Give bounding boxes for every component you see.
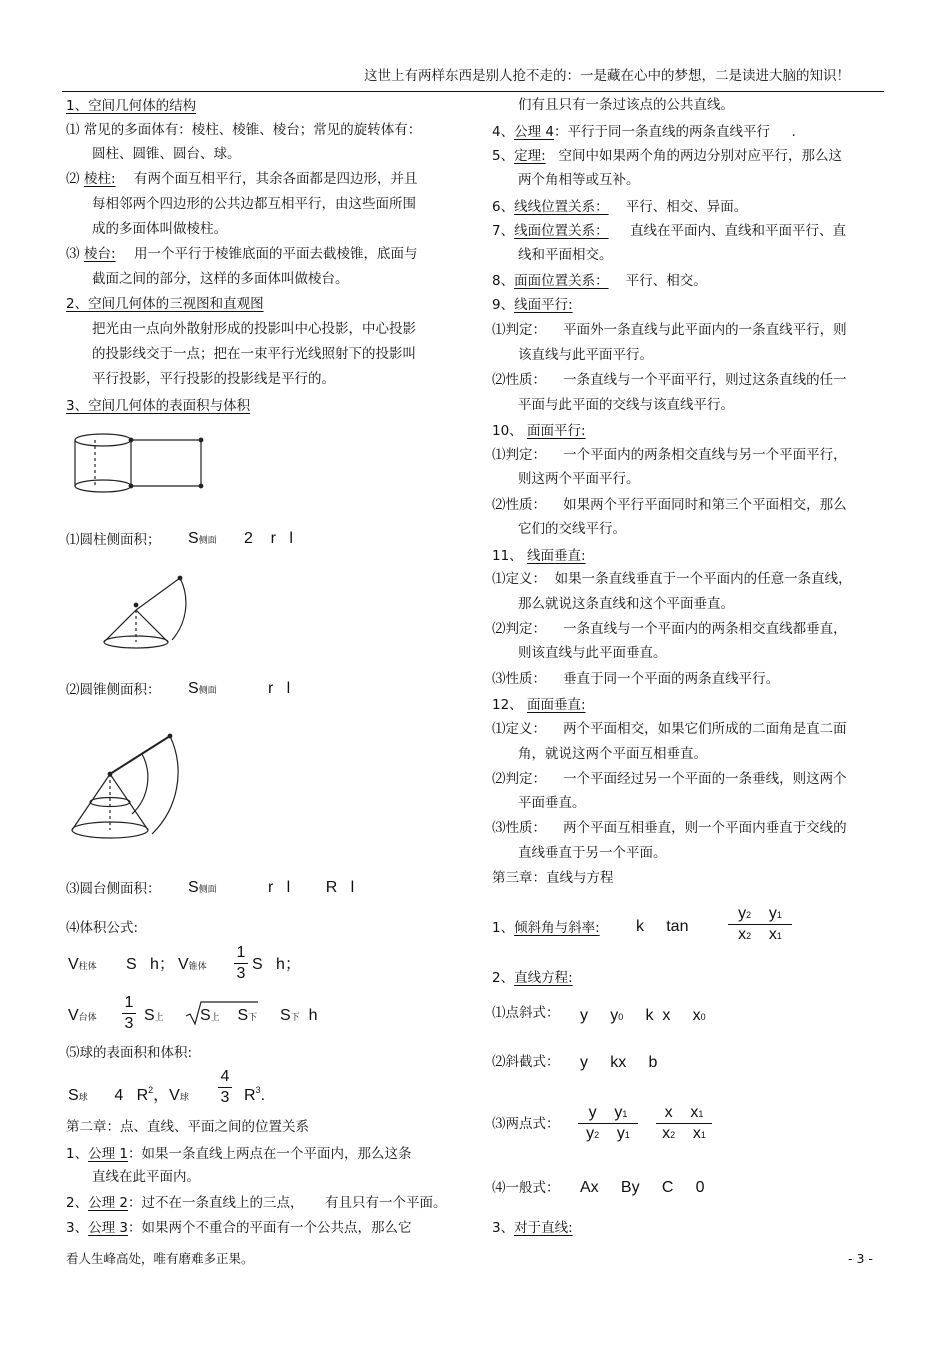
list-item: 7、线面位置关系： 直线在平面内、直线和平面平行、直 xyxy=(492,223,847,239)
paragraph-line: ⑴定义： 如果一条直线垂直于一个平面内的任意一条直线， xyxy=(492,571,852,587)
paragraph-line: ⑶性质： 垂直于同一个平面的两条直线平行。 xyxy=(492,671,780,687)
paragraph-line: 圆柱、圆锥、圆台、球。 xyxy=(92,146,241,162)
formula-label: ⑶圆台侧面积： xyxy=(66,881,161,897)
paragraph-line: 该直线与此平面平行。 xyxy=(518,347,653,363)
paragraph-line: ⑵判定： 一条直线与一个平面内的两条相交直线都垂直， xyxy=(492,621,847,637)
volume-prism-rhs: S h； xyxy=(126,956,175,973)
paragraph-line: 平行投影，平行投影的投影线是平行的。 xyxy=(92,371,335,387)
paragraph-line: ⑴定义： 两个平面相交，如果它们所成的二面角是直二面 xyxy=(492,721,847,737)
frustum-net-figure xyxy=(70,730,190,848)
list-item: 2、直线方程: xyxy=(492,970,573,986)
slope-formula: k tan xyxy=(636,918,689,935)
volume-frustum: V台体 xyxy=(68,1007,97,1024)
formula-label: ⑶两点式： xyxy=(492,1116,560,1132)
formula-label: ⑴圆柱侧面积； xyxy=(66,532,161,548)
paragraph-line: 有两个面互相平行，其余各面都是四边形，并且 xyxy=(134,171,418,187)
paragraph-line: 把光由一点向外散射形成的投影叫中心投影，中心投影 xyxy=(92,321,416,337)
point-slope-formula: y y0 k x x0 xyxy=(580,1007,706,1024)
formula-label: ⑵圆锥侧面积： xyxy=(66,682,161,698)
paragraph-line: 截面之间的部分，这样的多面体叫做棱台。 xyxy=(92,271,349,287)
formula-symbol: S侧面 xyxy=(188,879,217,896)
section-title: 3、空间几何体的表面积与体积 xyxy=(66,398,251,414)
chapter-title: 第三章：直线与方程 xyxy=(492,870,614,886)
two-point-fraction-x: x x1 x2 x1 xyxy=(656,1104,712,1143)
paragraph-line: 则该直线与此平面垂直。 xyxy=(518,645,667,661)
list-item: 11、 线面垂直: xyxy=(492,548,586,564)
volume-pyramid: V锥体 xyxy=(178,956,207,973)
fraction-four-thirds: 4 3 xyxy=(218,1068,232,1107)
section-title: 2、空间几何体的三视图和直观图 xyxy=(66,296,264,312)
paragraph-line: 每相邻两个四边形的公共边都互相平行，由这些面所围 xyxy=(92,196,416,212)
area-top: S上 xyxy=(144,1007,164,1024)
list-item: 12、 面面垂直: xyxy=(492,697,586,713)
sphere-volume-rhs: $R^3$. xyxy=(244,1085,266,1104)
paragraph-line: 平面垂直。 xyxy=(518,795,586,811)
term: 棱柱: xyxy=(84,171,116,187)
list-item: 4、公理 4：平行于同一条直线的两条直线平行 . xyxy=(492,124,796,140)
page-number: - 3 - xyxy=(848,1251,873,1266)
paragraph-line: 直线垂直于另一个平面。 xyxy=(518,845,667,861)
area-bottom: S下 h xyxy=(280,1007,318,1024)
paragraph-line: ⑵性质： 一条直线与一个平面平行，则过这条直线的任一 xyxy=(492,372,847,388)
formula-symbol: S侧面 xyxy=(188,680,217,697)
volume-pyramid-rhs: S h； xyxy=(252,956,301,973)
list-item: 9、线面平行: xyxy=(492,297,573,313)
formula-rhs: r l R l xyxy=(268,879,355,896)
formula-rhs: r l xyxy=(268,680,291,697)
paragraph-line: ⑴判定： 平面外一条直线与此平面内的一条直线平行，则 xyxy=(492,322,847,338)
header-rule xyxy=(62,91,884,92)
paragraph-line: 角，就说这两个平面互相垂直。 xyxy=(518,746,707,762)
paragraph-line: 成的多面体叫做棱柱。 xyxy=(92,221,227,237)
sphere-formula: S球 4 $R^2$，V球 xyxy=(68,1085,189,1104)
formula-label: ⑷一般式： xyxy=(492,1180,560,1196)
paragraph-line: 线和平面相交。 xyxy=(518,247,613,263)
section-title: 1、空间几何体的结构 xyxy=(66,98,197,114)
chapter-title: 第二章：点、直线、平面之间的位置关系 xyxy=(66,1119,309,1135)
list-item: 3、公理 3：如果两个不重合的平面有一个公共点，那么它 xyxy=(66,1220,412,1236)
list-item: 2、公理 2：过不在一条直线上的三点， 有且只有一个平面。 xyxy=(66,1195,447,1211)
paragraph-line: 两个角相等或互补。 xyxy=(518,172,640,188)
paragraph-line: ⑵性质： 如果两个平行平面同时和第三个平面相交，那么 xyxy=(492,497,847,513)
paragraph-line: 用一个平行于棱锥底面的平面去截棱锥，底面与 xyxy=(134,246,418,262)
paragraph-line: 平面与此平面的交线与该直线平行。 xyxy=(518,397,734,413)
list-item: 6、线线位置关系： 平行、相交、异面。 xyxy=(492,199,748,215)
formula-symbol: S侧面 xyxy=(188,530,217,547)
radical-content: S上 S下 xyxy=(200,1007,258,1024)
list-item: 1、倾斜角与斜率: xyxy=(492,920,600,936)
paragraph-line: ⑴判定： 一个平面内的两条相交直线与另一个平面平行， xyxy=(492,447,847,463)
formula-label: ⑷体积公式: xyxy=(66,920,139,936)
slope-fraction: y2 y1 x2 x1 xyxy=(728,905,792,944)
list-item: 10、 面面平行: xyxy=(492,423,586,439)
formula-label: ⑴点斜式： xyxy=(492,1005,560,1021)
paragraph-line: 的投影线交于一点；把在一束平行光线照射下的投影叫 xyxy=(92,346,416,362)
slope-intercept-formula: y kx b xyxy=(580,1054,658,1071)
list-item: 8、面面位置关系： 平行、相交。 xyxy=(492,273,707,289)
paragraph-line: ⑴ 常见的多面体有：棱柱、棱锥、棱台；常见的旋转体有： xyxy=(66,122,422,138)
general-formula: Ax By C 0 xyxy=(580,1179,705,1196)
list-item: 5、定理: 空间中如果两个角的两边分别对应平行，那么这 xyxy=(492,148,843,164)
list-item: 1、公理 1：如果一条直线上两点在一个平面内，那么这条 xyxy=(66,1146,412,1162)
formula-label: ⑸球的表面积和体积: xyxy=(66,1045,193,1061)
term: 棱台: xyxy=(84,246,116,262)
paragraph-line: 那么就说这条直线和这个平面垂直。 xyxy=(518,596,734,612)
paragraph-line: ⑶性质： 两个平面互相垂直，则一个平面内垂直于交线的 xyxy=(492,820,847,836)
two-point-fraction-y: y y1 y2 y1 xyxy=(578,1104,638,1143)
list-item: 3、对于直线: xyxy=(492,1220,573,1236)
paragraph-line: 直线在此平面内。 xyxy=(92,1169,200,1185)
paragraph-line: 们有且只有一条过该点的公共直线。 xyxy=(518,97,734,113)
fraction-one-third: 1 3 xyxy=(122,994,136,1033)
formula-rhs: 2 r l xyxy=(244,530,293,547)
header-quote: 这世上有两样东西是别人抢不走的：一是藏在心中的梦想，二是读进大脑的知识！ xyxy=(364,68,850,84)
fraction-one-third: 1 3 xyxy=(234,944,248,983)
cylinder-net-figure xyxy=(70,428,210,496)
paragraph-line: 它们的交线平行。 xyxy=(518,521,626,537)
volume-prism: V柱体 xyxy=(68,956,97,973)
paragraph-line: 则这两个平面平行。 xyxy=(518,471,640,487)
formula-label: ⑵斜截式： xyxy=(492,1054,560,1070)
item-label: ⑶ xyxy=(66,246,80,262)
cone-net-figure xyxy=(96,570,196,652)
paragraph-line: ⑵判定： 一个平面经过另一个平面的一条垂线，则这两个 xyxy=(492,771,847,787)
footer-quote: 看人生峰高处，唯有磨难多正果。 xyxy=(66,1251,254,1266)
item-label: ⑵ xyxy=(66,171,80,187)
